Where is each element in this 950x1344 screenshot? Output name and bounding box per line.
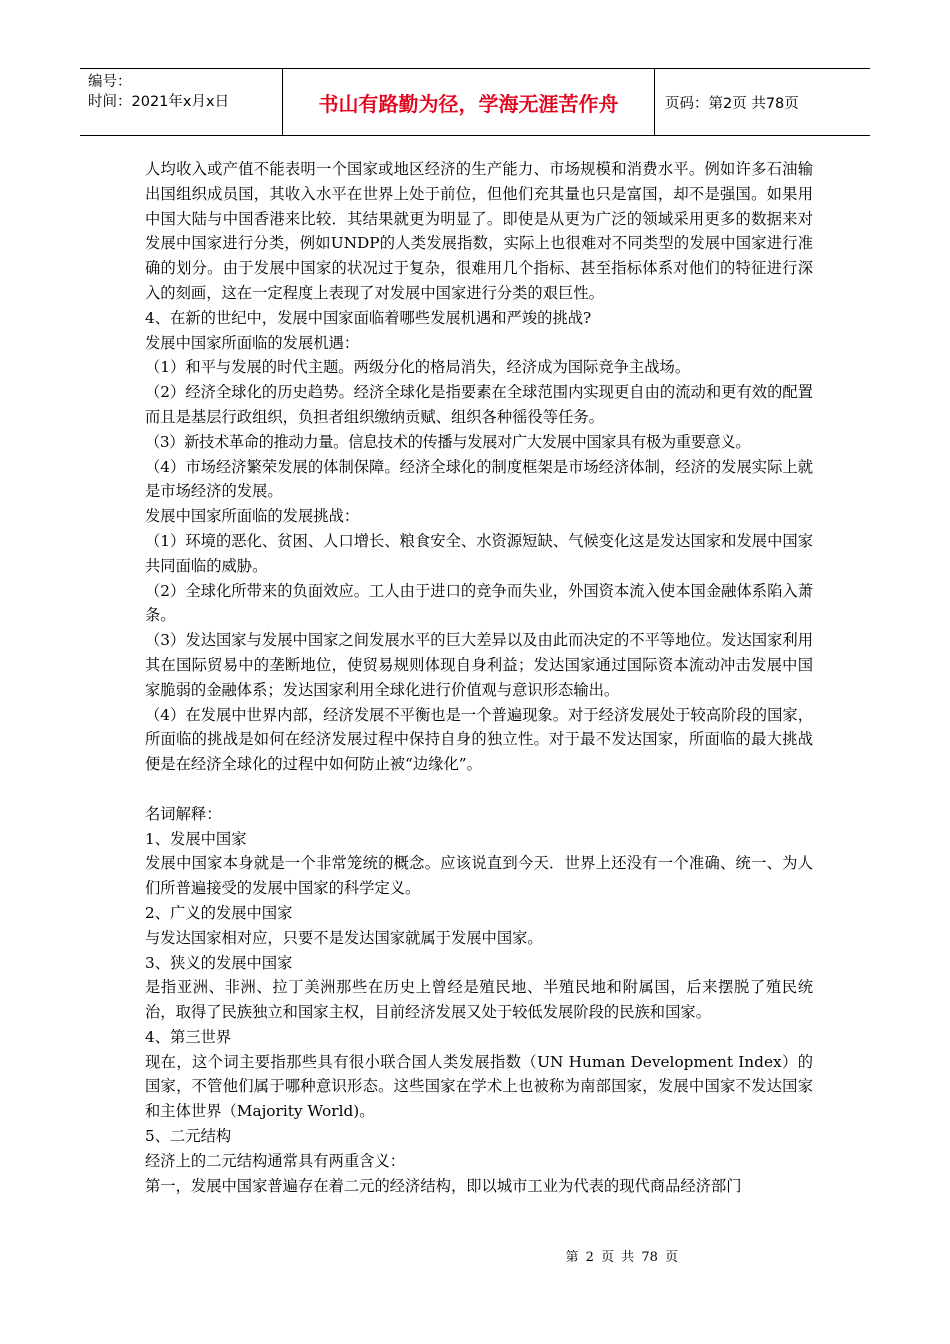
- header-page-info: 页码：第2页 共78页: [665, 95, 799, 112]
- term-title: 5、二元结构: [145, 1127, 232, 1146]
- list-item: （3）新技术革命的推动力量。信息技术的传播与发展对广大发展中国家具有极为重要意义。: [145, 432, 751, 451]
- document-body: [145, 157, 813, 1198]
- term-definition: 发展中国家本身就是一个非常笼统的概念。应该说直到今天．世界上还没有一个准确、统一、为人们所普遍接受的发展中国家的科学定义。: [145, 854, 813, 898]
- page-header: [80, 68, 870, 136]
- term-definition: 是指亚洲、非洲、拉丁美洲那些在历史上曾经是殖民地、半殖民地和附属国，后来摆脱了殖民统治，取得了民族独立和国家主权，目前经济发展又处于较低发展阶段的民族和国家。: [145, 978, 813, 1022]
- list-item: （4）市场经济繁荣发展的体制保障。经济全球化的制度框架是市场经济体制，经济的发展实际上就是市场经济的发展。: [145, 457, 813, 501]
- question-heading: 4、在新的世纪中，发展中国家面临着哪些发展机遇和严竣的挑战?: [145, 308, 592, 327]
- term-definition: 现在，这个词主要指那些具有很小联合国人类发展指数（UN Human Development Index）的国家，不管他们属于哪种意识形态。这些国家在学术上也被称为南部国家，发展中国家不发达国家和主体世界（Majority World)。: [145, 1052, 813, 1121]
- section-heading: 发展中国家所面临的发展机遇：: [145, 333, 360, 352]
- page-footer: 第 2 页 共 78 页: [565, 1250, 678, 1265]
- glossary-heading: 名词解释：: [145, 804, 222, 823]
- term-definition: 与发达国家相对应，只要不是发达国家就属于发展中国家。: [145, 928, 543, 947]
- list-item: （2）全球化所带来的负面效应。工人由于进口的竞争而失业，外国资本流入使本国金融体系陷入萧条。: [145, 581, 813, 625]
- term-title: 1、发展中国家: [145, 829, 247, 848]
- term-definition: 经济上的二元结构通常具有两重含义：: [145, 1151, 406, 1170]
- list-item: （2）经济全球化的历史趋势。经济全球化是指要素在全球范围内实现更自由的流动和更有效的配置而且是基层行政组织，负担者组织缴纳贡赋、组织各种徭役等任务。: [145, 383, 813, 426]
- section-heading: 发展中国家所面临的发展挑战：: [145, 507, 360, 526]
- term-title: 2、广义的发展中国家: [145, 903, 293, 922]
- document-date-label: 时间：2021年x月x日: [88, 94, 230, 110]
- list-item: （3）发达国家与发展中国家之间发展水平的巨大差异以及由此而决定的不平等地位。发达国家利用其在国际贸易中的垄断地位，使贸易规则体现自身利益；发达国家通过国际资本流动冲击发展中国家脆弱的金融体系；发达国家利用全球化进行价值观与意识形态输出。: [145, 631, 813, 699]
- document-code-label: 编号：: [88, 74, 132, 90]
- body-paragraph: 人均收入或产值不能表明一个国家或地区经济的生产能力、市场规模和消费水平。例如许多石油输出国组织成员国，其收入水平在世界上处于前位，但他们充其量也只是富国，却不是强国。如果用中国大陆与中国香港来比较．其结果就更为明显了。即使是从更为广泛的领域采用更多的数据来对发展中国家进行分类，例如UNDP的人类发展指数，实际上也很难对不同类型的发展中国家进行准确的划分。由于发展中国家的状况过于复杂，很难用几个指标、甚至指标体系对他们的特征进行深入的刻画，这在一定程度上表现了对发展中国家进行分类的艰巨性。: [145, 160, 813, 302]
- blank-line: [145, 777, 813, 802]
- header-motto: 书山有路勤为径，学海无涯苦作舟: [282, 69, 655, 135]
- list-item: （1）和平与发展的时代主题。两级分化的格局消失，经济成为国际竞争主战场。: [145, 358, 691, 377]
- term-title: 4、第三世界: [145, 1027, 232, 1046]
- list-item: （4）在发展中世界内部，经济发展不平衡也是一个普遍现象。对于经济发展处于较高阶段的国家，所面临的挑战是如何在经济发展过程中保持自身的独立性。对于最不发达国家，所面临的最大挑战便是在经济全球化的过程中如何防止被“边缘化”。: [145, 705, 813, 774]
- term-title: 3、狭义的发展中国家: [145, 953, 293, 972]
- term-definition: 第一，发展中国家普遍存在着二元的经济结构，即以城市工业为代表的现代商品经济部门: [145, 1176, 742, 1195]
- header-meta: [80, 69, 282, 135]
- list-item: （1）环境的恶化、贫困、人口增长、粮食安全、水资源短缺、气候变化这是发达国家和发展中国家共同面临的威胁。: [145, 531, 813, 575]
